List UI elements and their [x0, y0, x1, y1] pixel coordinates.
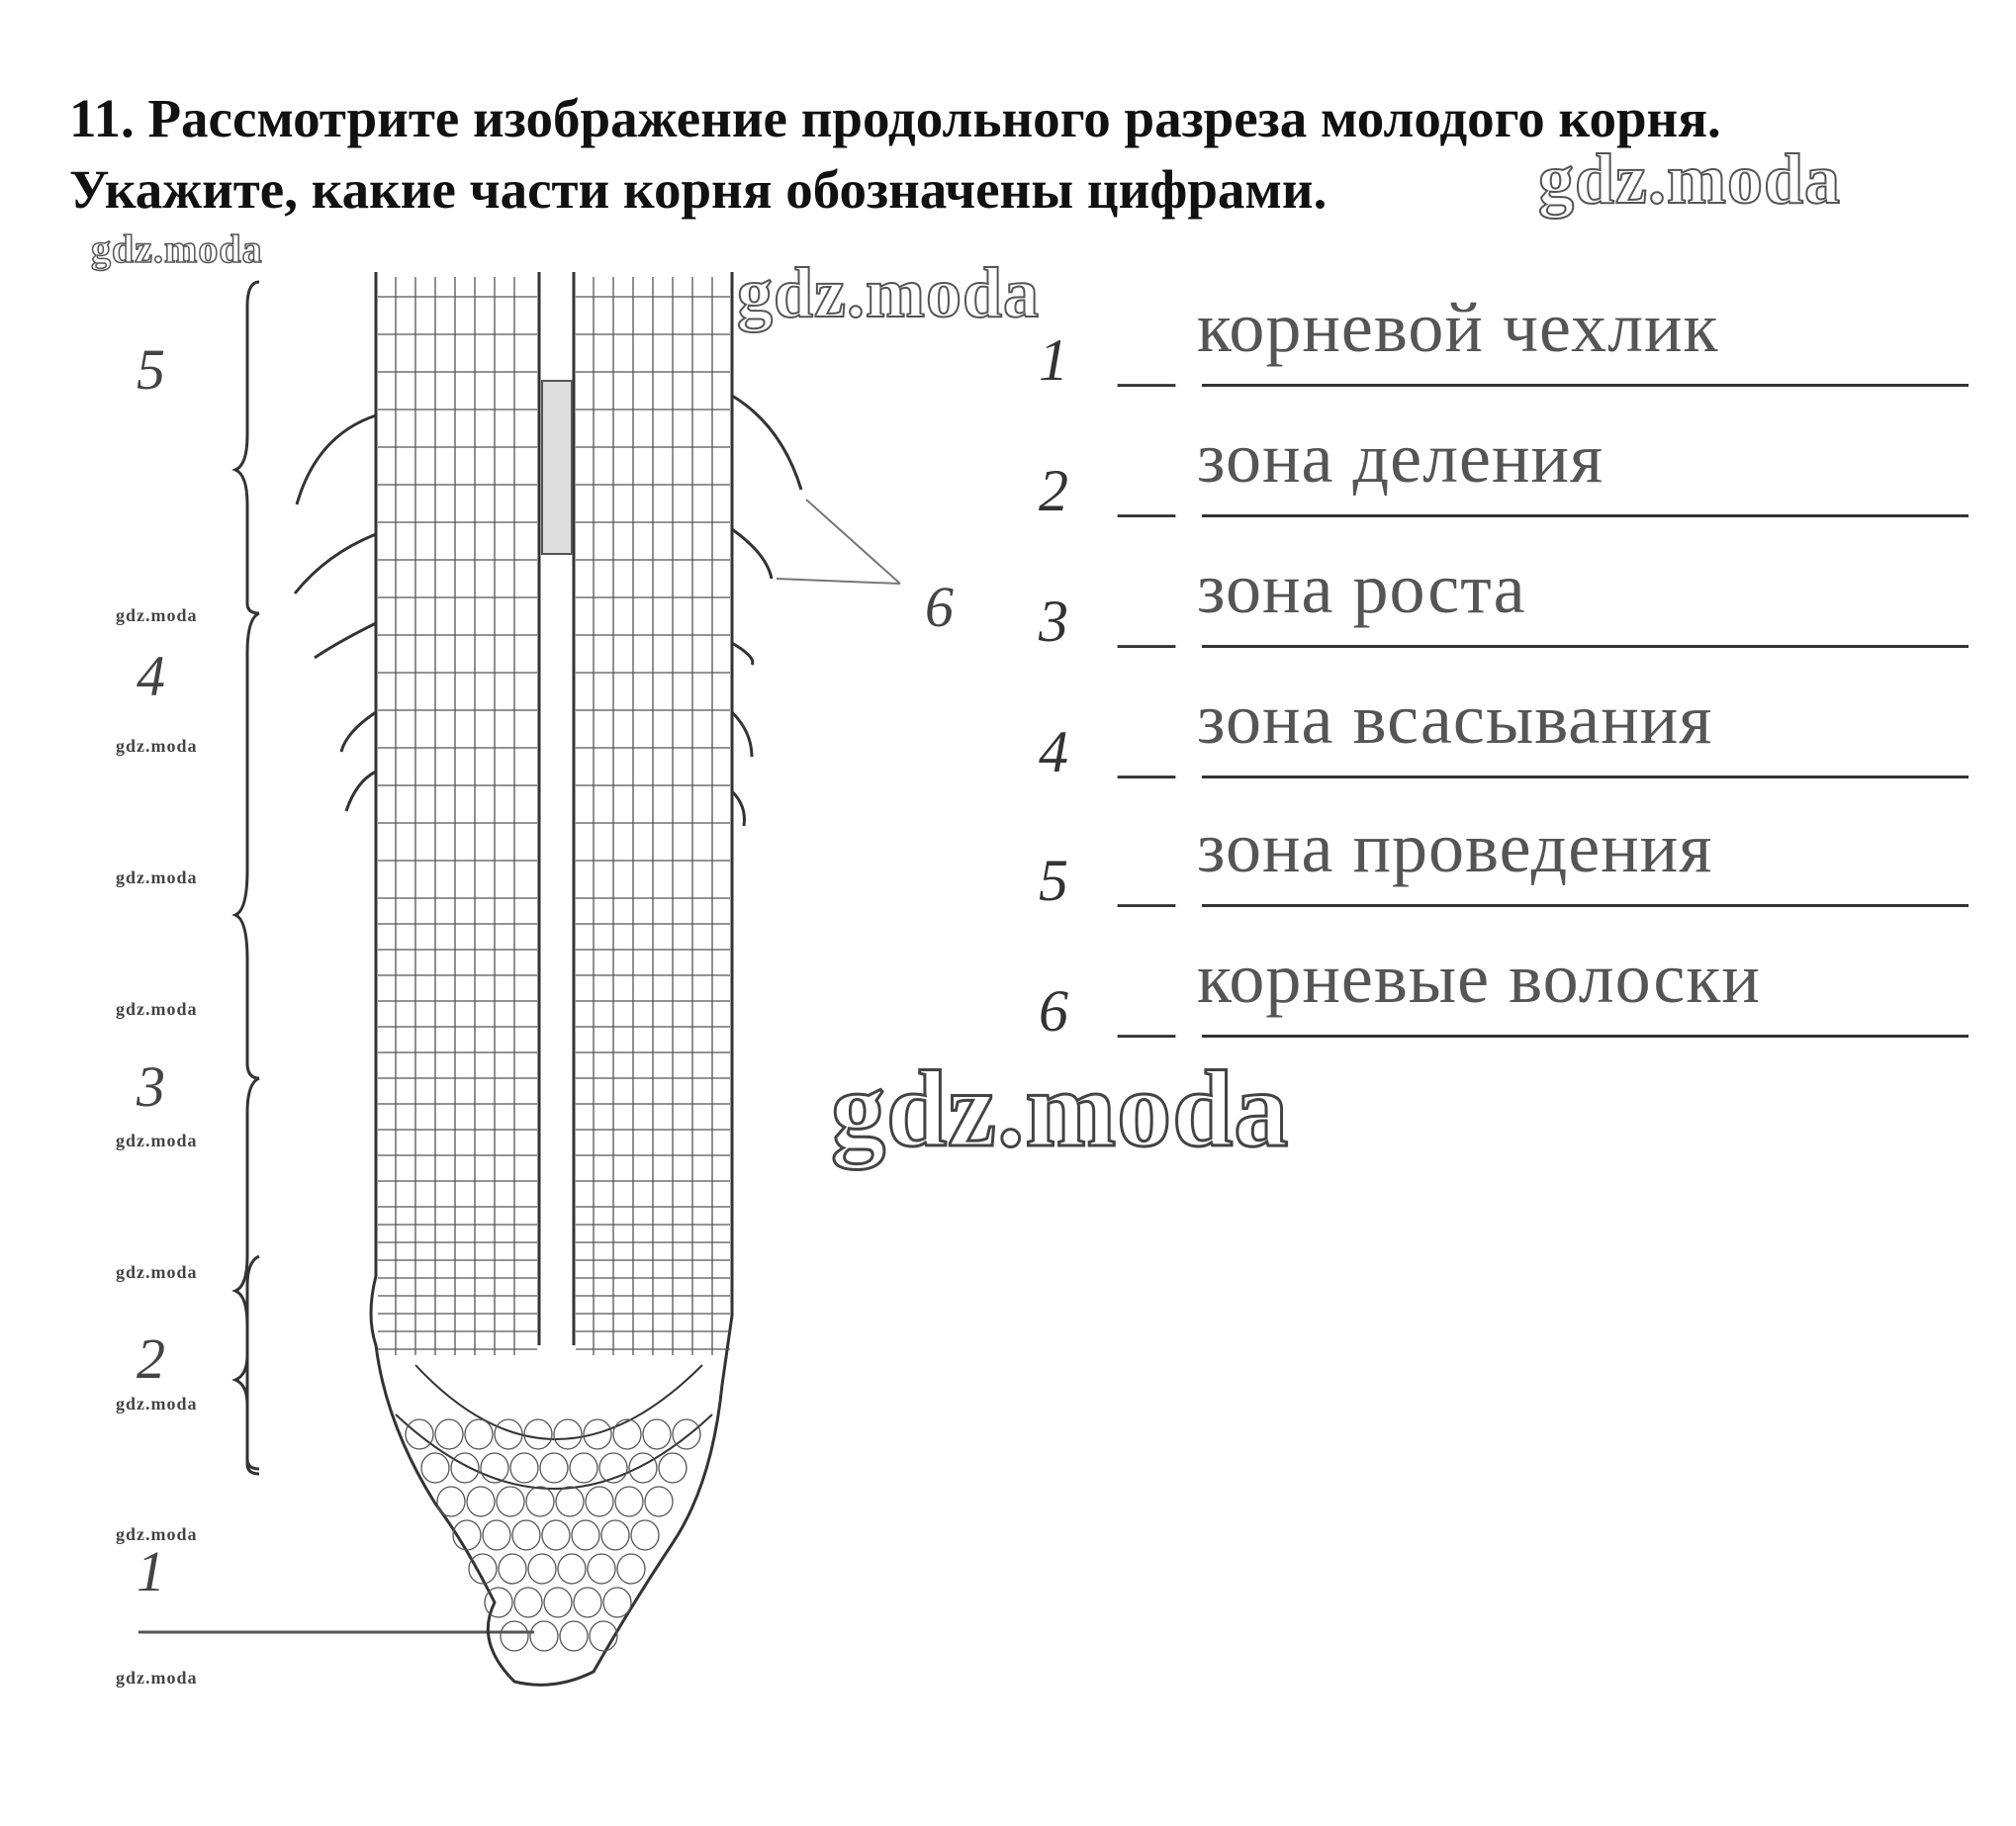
answer-dash: — [1118, 478, 1175, 542]
stele-fill [542, 381, 572, 554]
answer-row [1039, 548, 1969, 673]
meristem-arc [415, 1365, 702, 1439]
answer-text: корневые волоски [1197, 939, 1761, 1018]
root-hair [346, 772, 376, 811]
answer-dash: — [1118, 347, 1175, 411]
answer-row [1039, 287, 1969, 411]
root-cap-cell [603, 1588, 631, 1617]
root-cap-cell [530, 1621, 558, 1651]
watermark: gdz.moda [116, 1394, 198, 1414]
root-hair-label: 6 [925, 575, 954, 639]
zone-braces [235, 282, 259, 1474]
root-cap-cell [558, 1554, 586, 1584]
answer-text: зона всасывания [1197, 680, 1713, 759]
root-cap-cell [540, 1453, 568, 1483]
root-hair [732, 712, 752, 757]
answer-number: 3 [1039, 589, 1068, 654]
watermark: gdz.moda [116, 999, 198, 1019]
root-cap-cell [560, 1621, 588, 1651]
root-cap-cell [574, 1588, 601, 1617]
watermark: gdz.moda [1538, 139, 1842, 219]
root-cap-cell [465, 1419, 493, 1449]
root-cap-cell [586, 1487, 613, 1516]
root-cap-cell [528, 1554, 556, 1584]
root-hair [732, 396, 801, 490]
root-cap-cell [617, 1554, 645, 1584]
zone-label-3: 3 [137, 1054, 165, 1119]
root-hair-leaders [777, 500, 900, 584]
answer-underline [1202, 776, 1969, 778]
answer-row [1039, 417, 1969, 542]
answer-text: корневой чехлик [1197, 288, 1719, 367]
brace-zone-5 [235, 282, 259, 613]
zone-label-2: 2 [137, 1326, 165, 1391]
answer-text: зона проведения [1197, 808, 1713, 887]
answer-text: зона роста [1197, 549, 1526, 628]
root-cap-cell [524, 1419, 552, 1449]
watermark: gdz.moda [91, 227, 263, 271]
root-cap-cell [483, 1520, 510, 1550]
root-hair [315, 623, 376, 658]
root-cap-cell [584, 1419, 611, 1449]
root-cap-cell [631, 1520, 659, 1550]
answer-row [1039, 807, 1969, 932]
answer-number: 1 [1039, 327, 1068, 393]
answer-underline [1202, 645, 1969, 648]
root-hair [341, 712, 376, 752]
answer-underline [1202, 904, 1969, 907]
root-hair [732, 529, 772, 579]
answer-number: 6 [1039, 978, 1068, 1044]
answer-number: 5 [1039, 848, 1068, 913]
root-cap-cell [601, 1520, 629, 1550]
answer-number: 4 [1039, 719, 1068, 784]
answer-number: 2 [1039, 458, 1068, 523]
root-cap-cell [514, 1588, 542, 1617]
watermark: gdz.moda [831, 1049, 1290, 1169]
watermark: gdz.moda [737, 253, 1041, 332]
root-cap-cell [544, 1588, 572, 1617]
answer-row [1039, 679, 1969, 803]
answer-underline [1202, 384, 1969, 387]
root-cap-cell [588, 1554, 615, 1584]
task-line-1: 11. Рассмотрите изображение продольного разреза молодого корня. [69, 88, 1721, 148]
zone-label-5: 5 [137, 337, 165, 402]
answer-text: зона деления [1197, 418, 1604, 498]
watermark: gdz.moda [116, 1131, 198, 1150]
root-hair [732, 643, 753, 665]
root-cap-cell [570, 1453, 597, 1483]
root-cap-cell [510, 1453, 538, 1483]
root-cap-cell [659, 1453, 687, 1483]
root-cap-cell [451, 1453, 479, 1483]
root-cap-cell [437, 1487, 465, 1516]
root-cap-cell [613, 1419, 641, 1449]
watermark: gdz.moda [116, 1262, 198, 1282]
root-hair [295, 534, 376, 593]
root-cap-cell [615, 1487, 643, 1516]
root-cap-cell [421, 1453, 449, 1483]
root-cap-cell [554, 1419, 582, 1449]
root-cap-cell [512, 1520, 540, 1550]
answer-dash: — [1118, 608, 1175, 673]
root-cap-cell [542, 1520, 570, 1550]
root-cap-cell [643, 1419, 671, 1449]
root-hair [732, 791, 745, 826]
task-line-2: Укажите, какие части корня обозначены цифрами. [69, 159, 1328, 220]
root-cap-cell [629, 1453, 657, 1483]
brace-zone-4 [235, 613, 259, 1078]
answer-dash: — [1118, 998, 1175, 1062]
answer-dash: — [1118, 739, 1175, 803]
watermark: gdz.moda [116, 1668, 198, 1688]
root-cap-cell [526, 1487, 554, 1516]
root-cap-cell [485, 1588, 512, 1617]
root-cap-cell [673, 1419, 700, 1449]
watermark: gdz.moda [116, 605, 198, 625]
watermark: gdz.moda [116, 867, 198, 887]
watermark: gdz.moda [116, 736, 198, 756]
root-body [371, 272, 732, 1685]
root-cap-cell [572, 1520, 599, 1550]
root-hair [297, 415, 376, 504]
root-cap-cell [435, 1419, 463, 1449]
answer-underline [1202, 514, 1969, 517]
zone-label-4: 4 [137, 644, 165, 708]
answer-underline [1202, 1035, 1969, 1038]
root-cap-cell [499, 1554, 526, 1584]
answer-row [1039, 938, 1969, 1062]
root-cap-cell [556, 1487, 584, 1516]
root-cap-cell [497, 1487, 524, 1516]
zone-label-1: 1 [137, 1539, 165, 1603]
cap-arc [396, 1415, 712, 1489]
watermark: gdz.moda [116, 1524, 198, 1544]
root-cap-cell [645, 1487, 673, 1516]
answer-dash: — [1118, 867, 1175, 932]
root-cap-cell [501, 1621, 528, 1651]
root-cap-cell [467, 1487, 495, 1516]
